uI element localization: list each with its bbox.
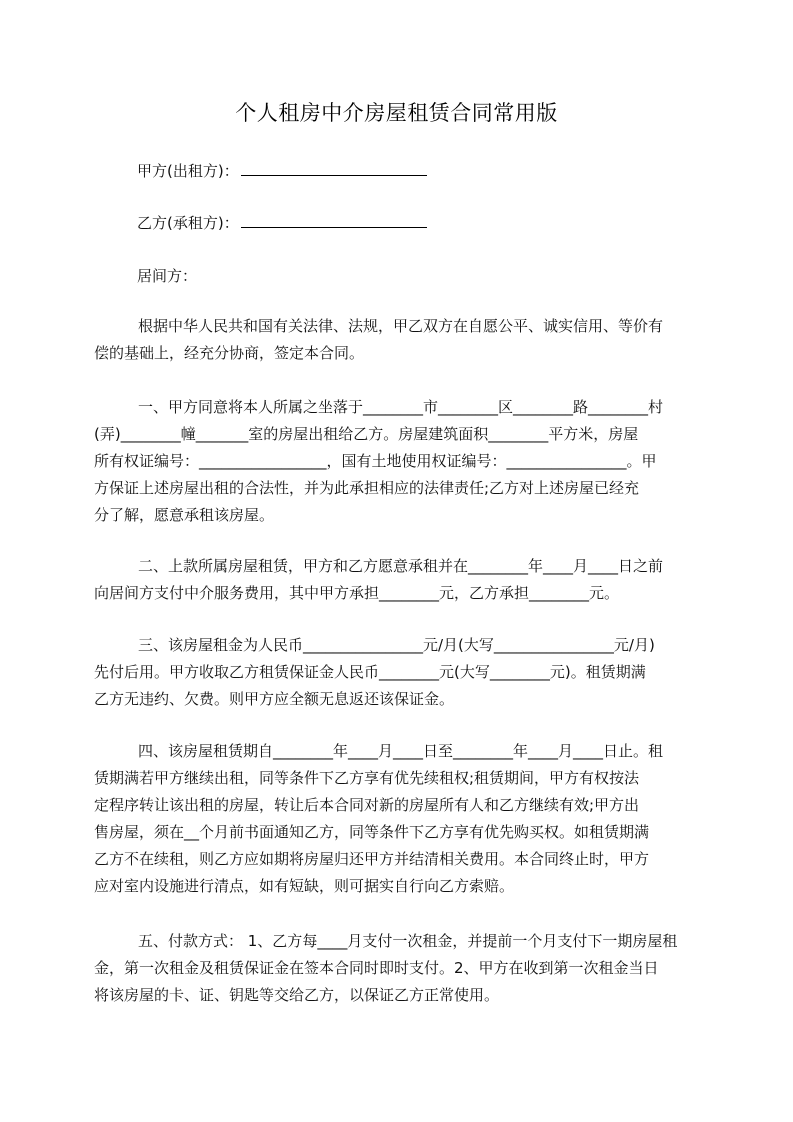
paragraph-line: 三、该房屋租金为人民币________________元/月(大写________________元/月)	[138, 636, 655, 654]
paragraph-line: 金，第一次租金及租赁保证金在签本合同时即时支付。2、甲方在收到第一次租金当日	[94, 959, 659, 977]
paragraph-line: 五、付款方式： 1、乙方每____月支付一次租金，并提前一个月支付下一期房屋租	[138, 932, 678, 950]
party-b-blank	[241, 213, 427, 228]
party-a-field	[137, 160, 427, 181]
preamble-paragraph	[94, 313, 700, 367]
party-a-label: 甲方(出租方)：	[137, 162, 239, 180]
paragraph-line: 将该房屋的卡、证、钥匙等交给乙方，以保证乙方正常使用。	[94, 986, 500, 1004]
intermediary-label: 居间方：	[137, 267, 198, 285]
paragraph-line: 所有权证编号：_________________，国有土地使用权证编号：________________。甲	[94, 452, 657, 470]
paragraph-line: 四、该房屋租赁期自________年____月____日至________年____月____日止。租	[138, 742, 664, 760]
clause-5-paragraph	[94, 928, 700, 1009]
paragraph-line: 根据中华人民共和国有关法律、法规，甲乙双方在自愿公平、诚实信用、等价有	[138, 317, 664, 335]
paragraph-line: 一、甲方同意将本人所属之坐落于________市________区________路________村	[138, 398, 664, 416]
paragraph-line: 分了解，愿意承租该房屋。	[94, 506, 275, 524]
clause-1-paragraph	[94, 394, 700, 529]
paragraph-line: 先付后用。甲方收取乙方租赁保证金人民币________元(大写________元)。租赁期满	[94, 663, 646, 681]
paragraph-line: 方保证上述房屋出租的合法性，并为此承担相应的法律责任;乙方对上述房屋已经充	[94, 479, 640, 497]
paragraph-line: (弄)________幢_______室的房屋出租给乙方。房屋建筑面积________平方米，房屋	[94, 425, 639, 443]
paragraph-line: 赁期满若甲方继续出租，同等条件下乙方享有优先续租权;租赁期间，甲方有权按法	[94, 769, 640, 787]
paragraph-line: 偿的基础上，经充分协商，签定本合同。	[94, 344, 365, 362]
intermediary-field	[137, 265, 197, 286]
party-a-blank	[241, 161, 427, 176]
paragraph-line: 售房屋，须在__个月前书面通知乙方，同等条件下乙方享有优先购买权。如租赁期满	[94, 823, 650, 841]
clause-3-paragraph	[94, 632, 700, 713]
paragraph-line: 定程序转让该出租的房屋，转让后本合同对新的房屋所有人和乙方继续有效;甲方出	[94, 796, 640, 814]
paragraph-line: 乙方无违约、欠费。则甲方应全额无息返还该保证金。	[94, 690, 455, 708]
paragraph-line: 二、上款所属房屋租赁，甲方和乙方愿意承租并在________年____月____日之前	[138, 557, 664, 575]
party-b-label: 乙方(承租方)：	[137, 214, 239, 232]
paragraph-line: 应对室内设施进行清点，如有短缺，则可据实自行向乙方索赔。	[94, 877, 515, 895]
clause-2-paragraph	[94, 553, 700, 607]
clause-4-paragraph	[94, 738, 700, 900]
contract-title: 个人租房中介房屋租赁合同常用版	[235, 101, 558, 125]
party-b-field	[137, 212, 427, 233]
paragraph-line: 乙方不在续租，则乙方应如期将房屋归还甲方并结清相关费用。本合同终止时，甲方	[94, 850, 650, 868]
paragraph-line: 向居间方支付中介服务费用，其中甲方承担________元，乙方承担________元。	[94, 584, 620, 602]
